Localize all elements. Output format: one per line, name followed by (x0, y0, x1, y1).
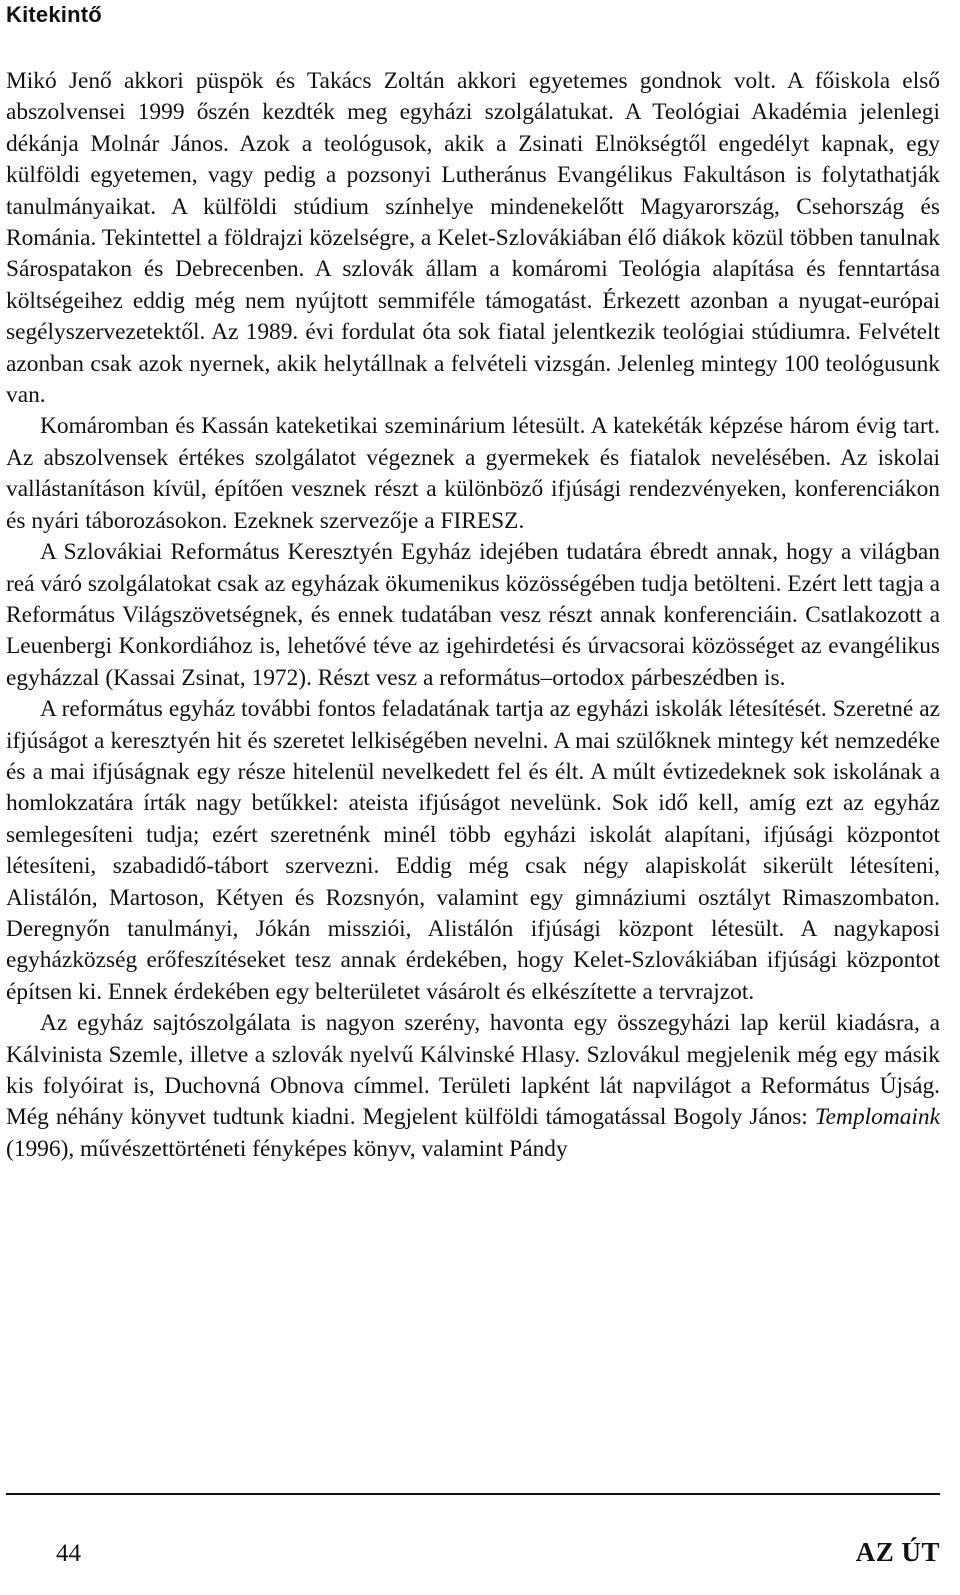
book-title-italic: Templomaink (814, 1104, 940, 1131)
paragraph-5 (6, 1008, 940, 1165)
page-number: 44 (56, 1540, 81, 1567)
paragraph-5-text-before: Az egyház sajtószolgálata is nagyon szerény, havonta egy összegyházi lap kerül kiadásra, a Kálvinista Szemle, illetve a szlovák nyelvű Kálvinské Hlasy. Szlovákul megjelenik még egy másik kis folyóirat is, Duchovná Obnova címmel. Területi lapként lát napvilágot a Református Újság. Még néhány könyvet tudtunk kiadni. Megjelent külföldi támogatással Bogoly János: (6, 1010, 940, 1131)
paragraph-1: Mikó Jenő akkori püspök és Takács Zoltán akkori egyetemes gondnok volt. A főiskola első abszolvensei 1999 őszén kezdték meg egyházi szolgálatukat. A Teológiai Akadémia jelenlegi dékánja Molnár János. Azok a teológusok, akik a Zsinati Elnökségtől engedélyt kapnak, egy külföldi egyetemen, vagy pedig a pozsonyi Lutheránus Evangélikus Fakultáson is folytathatják tanulmányaikat. A külföldi stúdium színhelye mindenekelőtt Magyarország, Csehország és Románia. Tekintettel a földrajzi közelségre, a Kelet-Szlovákiában élő diákok közül többen tanulnak Sárospatakon és Debrecenben. A szlovák állam a komáromi Teológia alapítása és fenntartása költségeihez eddig még nem nyújtott semmiféle támogatást. Érkezett azonban a nyugat-európai segélyszervezetektől. Az 1989. évi fordulat óta sok fiatal jelentkezik teológiai stúdiumra. Felvételt azonban csak azok nyernek, akik helytállnak a felvételi vizsgán. Jelenleg mintegy 100 teológusunk van. (6, 68, 940, 409)
running-header: Kitekintő (6, 2, 102, 27)
footer-rule (6, 1493, 940, 1495)
paragraph-2: Komáromban és Kassán kateketikai szeminárium létesült. A katekéták képzése három évig tart. Az abszolvensek értékes szolgálatot végeznek a gyermekek és fiatalok nevelésében. Az iskolai vallástanításon kívül, építően vesznek részt a különböző ifjúsági rendezvényeken, konferenciákon és nyári táborozásokon. Ezeknek szervezője a FIRESZ. (6, 413, 940, 534)
paragraph-3: A Szlovákiai Református Keresztyén Egyház idejében tudatára ébredt annak, hogy a világban reá váró szolgálatokat csak az egyházak ökumenikus közösségében tudja betölteni. Ezért lett tagja a Református Világszövetségnek, és ennek tudatában vesz részt annak konferenciáin. Csatlakozott a Leuenbergi Konkordiához is, lehetővé téve az igehirdetési és úrvacsorai közösséget az evangélikus egyházzal (Kassai Zsinat, 1972). Részt vesz a református–ortodox párbeszédben is. (6, 539, 940, 691)
article-body (6, 66, 940, 1165)
journal-title: AZ ÚT (855, 1537, 940, 1567)
paragraph-5-text-after: (1996), művészettörténeti fényképes könyv, valamint Pándy (6, 1135, 568, 1162)
paragraph-4: A református egyház további fontos feladatának tartja az egyházi iskolák létesítését. Szeretné az ifjúságot a keresztyén hit és szeretet lelkiségében nevelni. A mai szülőknek mintegy két nemzedéke és a mai ifjúságnak egy része hitelenül nevelkedett fel és élt. A múlt évtizedeknek sok iskolának a homlokzatára írták nagy betűkkel: ateista ifjúságot nevelünk. Sok idő kell, amíg ezt az egyház semlegesíteni tudja; ezért szeretnénk minél több egyházi iskolát alapítani, ifjúsági központot létesíteni, szabadidő-tábort szervezni. Eddig még csak négy alapiskolát sikerült létesíteni, Alistálón, Martoson, Kétyen és Rozsnyón, valamint egy gimnáziumi osztályt Rimaszombaton. Deregnyőn tanulmányi, Jókán missziói, Alistálón ifjúsági központ létesült. A nagykaposi egyházközség erőfeszítéseket tesz annak érdekében, hogy Kelet-Szlovákiában ifjúsági központot építsen ki. Ennek érdekében egy belterületet vásárolt és elkészítette a tervrajzot. (6, 696, 940, 1005)
